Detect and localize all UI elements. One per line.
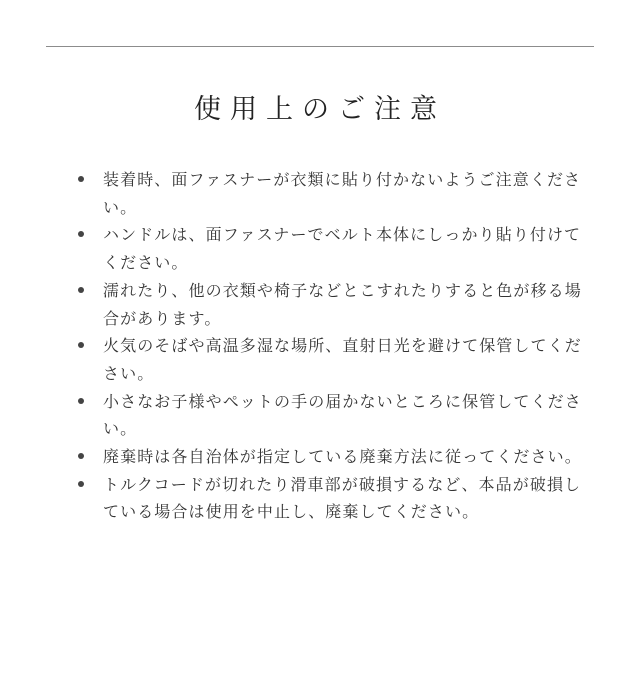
list-item-text: 火気のそばや高温多湿な場所、直射日光を避けて保管してください。 — [103, 336, 582, 383]
list-item-text: トルクコードが切れたり滑車部が破損するなど、本品が破損している場合は使用を中止し、廃棄してください。 — [103, 474, 582, 522]
bullet-icon — [78, 176, 84, 182]
list-item-text: 廃棄時は各自治体が指定している廃棄方法に従ってください。 — [103, 447, 582, 467]
list-item — [76, 221, 596, 276]
list-item — [76, 388, 596, 443]
list-item-text: ハンドルは、面ファスナーでベルト本体にしっかり貼り付けてください。 — [103, 225, 582, 273]
bullet-icon — [78, 342, 84, 348]
bullet-icon — [78, 231, 84, 237]
caution-list — [76, 166, 596, 526]
bullet-icon — [78, 287, 84, 293]
list-item-text: 小さなお子様やペットの手の届かないところに保管してください。 — [103, 391, 582, 439]
list-item — [76, 332, 596, 387]
bullet-icon — [78, 398, 84, 404]
page-title: 使用上のご注意 — [194, 94, 446, 125]
top-divider — [46, 46, 594, 47]
bullet-icon — [78, 453, 84, 459]
list-item — [76, 277, 596, 332]
list-item — [76, 443, 596, 471]
list-item-text: 濡れたり、他の衣類や椅子などとこすれたりすると色が移る場合があります。 — [103, 280, 582, 328]
bullet-icon — [78, 481, 84, 487]
list-item-text: 装着時、面ファスナーが衣類に貼り付かないようご注意ください。 — [103, 170, 582, 217]
list-item — [76, 471, 596, 526]
list-item — [76, 166, 596, 221]
